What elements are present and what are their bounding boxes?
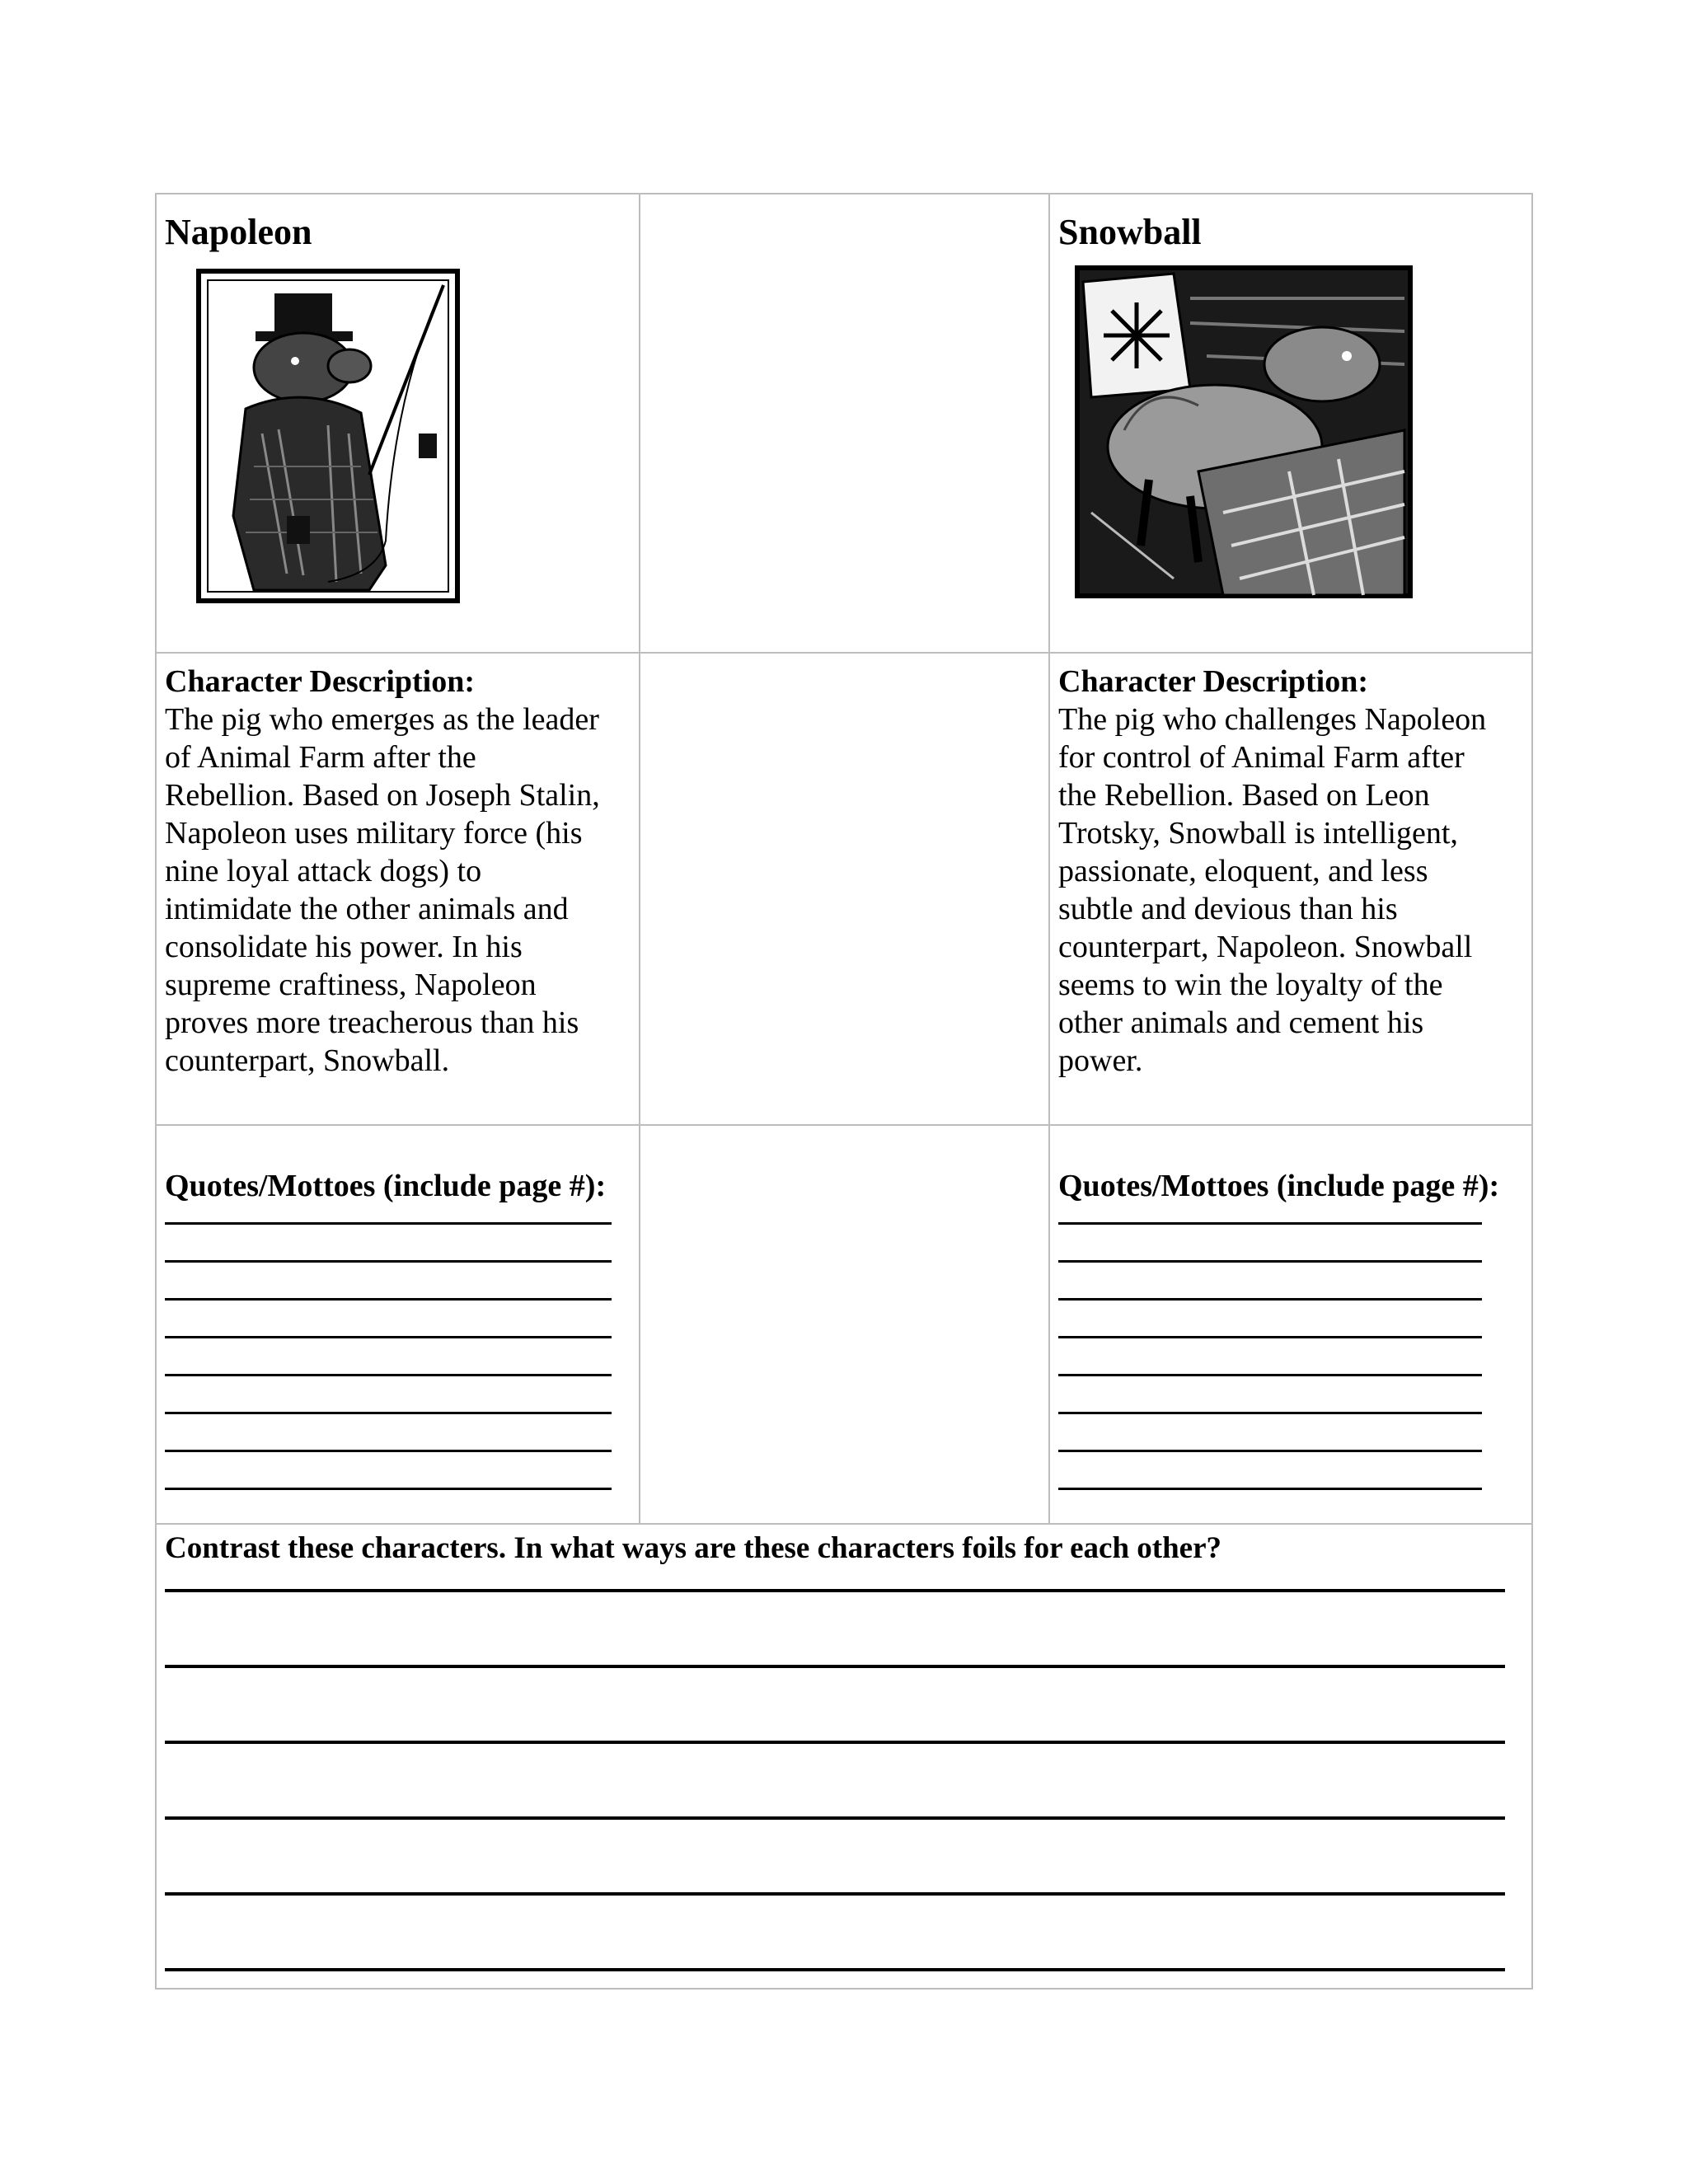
napoleon-quote-answer-line[interactable]	[165, 1336, 612, 1338]
napoleon-description-line: nine loyal attack dogs) to	[165, 854, 482, 888]
snowball-quote-answer-line[interactable]	[1058, 1222, 1482, 1225]
snowball-quote-answer-line[interactable]	[1058, 1450, 1482, 1452]
snowball-quote-answer-line[interactable]	[1058, 1298, 1482, 1301]
snowball-quotes-cell	[1058, 1167, 1528, 1521]
napoleon-description-line: Rebellion. Based on Joseph Stalin,	[165, 778, 600, 813]
snowball-description-line: passionate, eloquent, and less	[1058, 854, 1428, 888]
contrast-answer-line[interactable]	[165, 1665, 1505, 1668]
snowball-description-line: seems to win the loyalty of the	[1058, 968, 1443, 1002]
contrast-answer-line[interactable]	[165, 1589, 1505, 1592]
snowball-description-line: Trotsky, Snowball is intelligent,	[1058, 816, 1458, 851]
napoleon-description-line: intimidate the other animals and	[165, 892, 569, 926]
contrast-cell	[165, 1530, 1525, 1988]
contrast-answer-line[interactable]	[165, 1892, 1505, 1896]
napoleon-quotes-label: Quotes/Mottoes (include page #):	[165, 1169, 607, 1203]
snowball-header-cell	[1058, 203, 1528, 648]
napoleon-quote-answer-line[interactable]	[165, 1450, 612, 1452]
snowball-description-line: for control of Animal Farm after	[1058, 740, 1465, 775]
napoleon-quote-answer-line[interactable]	[165, 1374, 612, 1376]
contrast-answer-line[interactable]	[165, 1741, 1505, 1744]
napoleon-description-line: counterpart, Snowball.	[165, 1043, 450, 1078]
napoleon-description-label: Character Description:	[165, 664, 476, 699]
snowball-description-line: counterpart, Napoleon. Snowball	[1058, 930, 1473, 964]
column-divider-1	[639, 194, 640, 1525]
napoleon-quotes-cell	[165, 1167, 635, 1521]
contrast-answer-line[interactable]	[165, 1816, 1505, 1820]
napoleon-description-line: supreme craftiness, Napoleon	[165, 968, 537, 1002]
napoleon-quote-answer-line[interactable]	[165, 1488, 612, 1490]
snowball-description-line: the Rebellion. Based on Leon	[1058, 778, 1430, 813]
snowball-description-line: subtle and devious than his	[1058, 892, 1398, 926]
napoleon-quote-answer-line[interactable]	[165, 1260, 612, 1263]
napoleon-portrait-icon	[196, 269, 460, 603]
napoleon-description-line: Napoleon uses military force (his	[165, 816, 583, 851]
snowball-description-label: Character Description:	[1058, 664, 1369, 699]
napoleon-description-line: consolidate his power. In his	[165, 930, 523, 964]
contrast-answer-line[interactable]	[165, 1968, 1505, 1971]
napoleon-quote-answer-line[interactable]	[165, 1412, 612, 1414]
worksheet-table	[155, 193, 1533, 1990]
snowball-description-line: other animals and cement his	[1058, 1005, 1424, 1040]
snowball-quote-answer-line[interactable]	[1058, 1260, 1482, 1263]
napoleon-quote-answer-line[interactable]	[165, 1222, 612, 1225]
napoleon-header-cell	[165, 203, 635, 648]
snowball-quote-answer-line[interactable]	[1058, 1336, 1482, 1338]
row-divider-1	[157, 652, 1531, 654]
snowball-quote-answer-line[interactable]	[1058, 1488, 1482, 1490]
napoleon-description-line: of Animal Farm after the	[165, 740, 476, 775]
napoleon-quote-answer-line[interactable]	[165, 1298, 612, 1301]
snowball-name: Snowball	[1058, 212, 1202, 252]
snowball-portrait-icon	[1075, 265, 1413, 598]
napoleon-description-line: The pig who emerges as the leader	[165, 702, 599, 737]
contrast-prompt: Contrast these characters. In what ways are these characters foils for each other?	[165, 1531, 1222, 1565]
snowball-description-line: power.	[1058, 1043, 1143, 1078]
napoleon-description-cell	[165, 663, 635, 1116]
column-divider-2	[1048, 194, 1050, 1525]
snowball-description-cell	[1058, 663, 1528, 1116]
row-divider-3	[157, 1523, 1531, 1525]
snowball-quotes-label: Quotes/Mottoes (include page #):	[1058, 1169, 1500, 1203]
snowball-description-line: The pig who challenges Napoleon	[1058, 702, 1487, 737]
napoleon-name: Napoleon	[165, 212, 312, 252]
row-divider-2	[157, 1124, 1531, 1126]
snowball-quote-answer-line[interactable]	[1058, 1374, 1482, 1376]
snowball-quote-answer-line[interactable]	[1058, 1412, 1482, 1414]
napoleon-description-line: proves more treacherous than his	[165, 1005, 579, 1040]
